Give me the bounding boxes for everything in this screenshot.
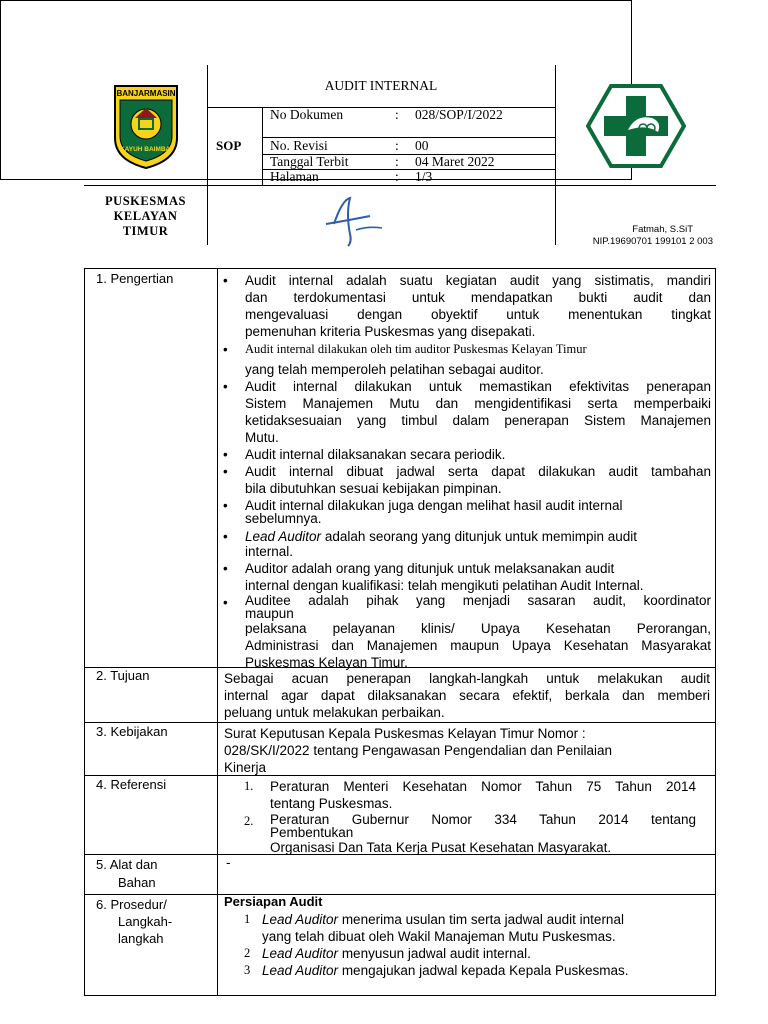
list-item: • Audit internal dilaksanakan secara periodik.: [223, 447, 506, 462]
alat-bahan-value: -: [226, 855, 231, 870]
list-item: 2 Lead Auditor menyusun jadwal audit internal.: [244, 946, 531, 961]
list-item: • Audit internal dilakukan oleh tim auditor Puskesmas Kelayan Timur yang telah memperoleh pelatihan sebagai auditor.: [223, 342, 587, 377]
list-item: • Audit internal dilakukan juga dengan melihat hasil audit internal sebelumnya.: [223, 498, 623, 526]
prosedur-steps: [240, 911, 700, 979]
meta-value: 028/SOP/I/2022: [415, 107, 503, 122]
signer-nip: NIP.19690701 199101 2 003: [592, 236, 713, 247]
sop-label: SOP: [216, 138, 242, 153]
section-label-kebijakan: 3. Kebijakan: [96, 724, 168, 739]
banjarmasin-seal-logo: [111, 80, 181, 170]
prosedur-heading: Persiapan Audit: [224, 894, 323, 909]
pengertian-list: [223, 272, 711, 671]
puskesmas-hexagon-logo: [586, 84, 686, 168]
list-item: • Audit internal adalah suatu kegiatan audit yang sistimatis, mandiri dan terdokumentasi untuk mendapatkan bukti audit dan mengevaluasi dengan obyektif untuk menentukan tingkat pemenuhan kriteria Puskesmas yang disepakati.: [223, 273, 711, 339]
list-item: 1. Peraturan Menteri Kesehatan Nomor Tahun 75 Tahun 2014 tentang Puskesmas.: [244, 779, 696, 811]
kebijakan-text: Surat Keputusan Kepala Puskesmas Kelayan Timur Nomor : 028/SK/I/2022 tentang Pengawasan Pengendalian dan Penilaian Kinerja: [224, 726, 613, 775]
referensi-list: [244, 778, 696, 856]
organization-name: PUSKESMAS KELAYAN TIMUR: [105, 194, 186, 238]
list-item: • Auditee adalah pihak yang menjadi sasaran audit, koordinator maupun pelaksana pelayanan klinis/ Upaya Kesehatan Perorangan, Administrasi dan Manajemen maupun Upaya Kesehatan Masyarakat Puskesmas Kelayan Timur.: [223, 593, 711, 670]
meta-label: No Dokumen: [270, 107, 344, 122]
list-item: • Audit internal dibuat jadwal serta dapat dilakukan audit tambahan bila dibutuhkan sesuai kebijakan pimpinan.: [223, 464, 711, 496]
list-item: 2. Peraturan Gubernur Nomor 334 Tahun 2014 tentang Pembentukan Organisasi Dan Tata Kerja Pusat Kesehatan Masyarakat.: [244, 812, 696, 855]
signer-name: Fatmah, S.SiT: [632, 224, 693, 235]
list-item: 3 Lead Auditor mengajukan jadwal kepada Kepala Puskesmas.: [244, 963, 629, 978]
section-label-pengertian: 1. Pengertian: [96, 271, 174, 286]
signer-block: [555, 224, 713, 248]
meta-label: No. Revisi: [270, 138, 328, 153]
seal-top-text: BANJARMASIN: [116, 89, 176, 98]
section-label-alat-bahan: 5. Alat dan Bahan: [96, 857, 158, 890]
seal-motto-text: KAYUH BAIMBAI: [119, 146, 173, 153]
section-label-tujuan: 2. Tujuan: [96, 668, 150, 683]
meta-value: 1/3: [415, 169, 433, 184]
meta-label: Halaman: [270, 169, 319, 184]
document-title: AUDIT INTERNAL: [324, 78, 438, 93]
list-item: • Audit internal dilakukan untuk memastikan efektivitas penerapan Sistem Manajemen Mutu dan mengidentifikasi serta memperbaiki ketidaksesuaian yang timbul dalam penerapan Sistem Manajemen Mutu.: [223, 379, 711, 445]
list-item: • Auditor adalah orang yang ditunjuk untuk melaksanakan audit internal dengan kualifikasi: telah mengikuti pelatihan Audit Internal.: [223, 561, 644, 593]
meta-label: Tanggal Terbit: [270, 154, 349, 169]
signature-image: [320, 190, 390, 248]
section-label-prosedur: 6. Prosedur/ Langkah- langkah: [96, 897, 173, 946]
list-item: 1 Lead Auditor menerima usulan tim serta jadwal audit internal yang telah dibuat oleh Wakil Manajeman Mutu Puskesmas.: [244, 912, 624, 944]
tujuan-text: Sebagai acuan penerapan langkah-langkah untuk melakukan audit internal agar dapat dilaksanakan secara efektif, berkala dan memberi peluang untuk melakukan perbaikan.: [224, 671, 710, 720]
meta-value: 00: [415, 138, 429, 153]
section-label-referensi: 4. Referensi: [96, 777, 167, 792]
meta-value: 04 Maret 2022: [415, 154, 495, 169]
list-item: • Lead Auditor adalah seorang yang ditunjuk untuk memimpin audit internal.: [223, 529, 638, 559]
